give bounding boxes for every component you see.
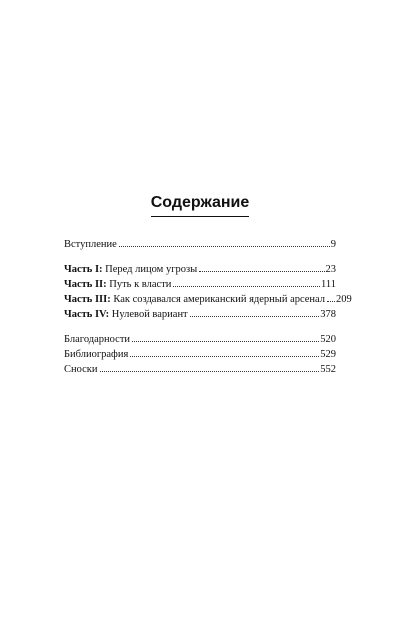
page-title: Содержание [151, 193, 250, 217]
toc-entry-label: Сноски [64, 364, 98, 375]
toc-entry-page: 520 [320, 334, 336, 345]
dot-leader [199, 270, 324, 272]
toc-entry-page: 552 [320, 364, 336, 375]
part-prefix: Часть I: [64, 264, 103, 275]
toc-entry-part-3[interactable] [64, 292, 352, 307]
part-title: Как создавался американский ядерный арсенал [110, 294, 326, 305]
toc-entry-label: Вступление [64, 239, 117, 250]
dot-leader [190, 315, 320, 317]
toc-entry-bibliography[interactable] [64, 347, 336, 362]
toc-entry-acknowledgements[interactable] [64, 332, 336, 347]
toc-entry-page: 209 [336, 294, 352, 305]
toc-entry-notes[interactable] [64, 362, 336, 377]
table-of-contents [64, 237, 352, 377]
toc-entry-label [64, 307, 188, 322]
toc-entry-part-2[interactable] [64, 277, 336, 292]
part-title: Нулевой вариант [109, 309, 188, 320]
toc-entry-label [64, 277, 171, 292]
toc-entry-page: 378 [320, 309, 336, 320]
dot-leader [130, 355, 319, 357]
dot-leader [100, 370, 320, 372]
toc-entry-page: 529 [320, 349, 336, 360]
toc-entry-label: Благодарности [64, 334, 131, 345]
dot-leader [173, 285, 320, 287]
title-block [0, 193, 400, 217]
toc-entry-part-4[interactable] [64, 307, 336, 322]
toc-entry-page: 9 [330, 239, 336, 250]
toc-entry-page: 23 [325, 264, 336, 275]
part-prefix: Часть III: [64, 294, 111, 305]
toc-entry-label: Библиография [64, 349, 129, 360]
part-title: Перед лицом угрозы [102, 264, 198, 275]
dot-leader [327, 300, 335, 302]
toc-entry-part-1[interactable] [64, 262, 336, 277]
section-gap [64, 252, 336, 262]
section-gap [64, 322, 336, 332]
part-prefix: Часть II: [64, 279, 107, 290]
part-title: Путь к власти [106, 279, 172, 290]
toc-entry-label [64, 262, 197, 277]
dot-leader [132, 340, 319, 342]
toc-entry-page: 111 [321, 279, 336, 290]
toc-entry-intro[interactable] [64, 237, 336, 252]
dot-leader [119, 245, 330, 247]
toc-entry-label [64, 292, 325, 307]
part-prefix: Часть IV: [64, 309, 110, 320]
